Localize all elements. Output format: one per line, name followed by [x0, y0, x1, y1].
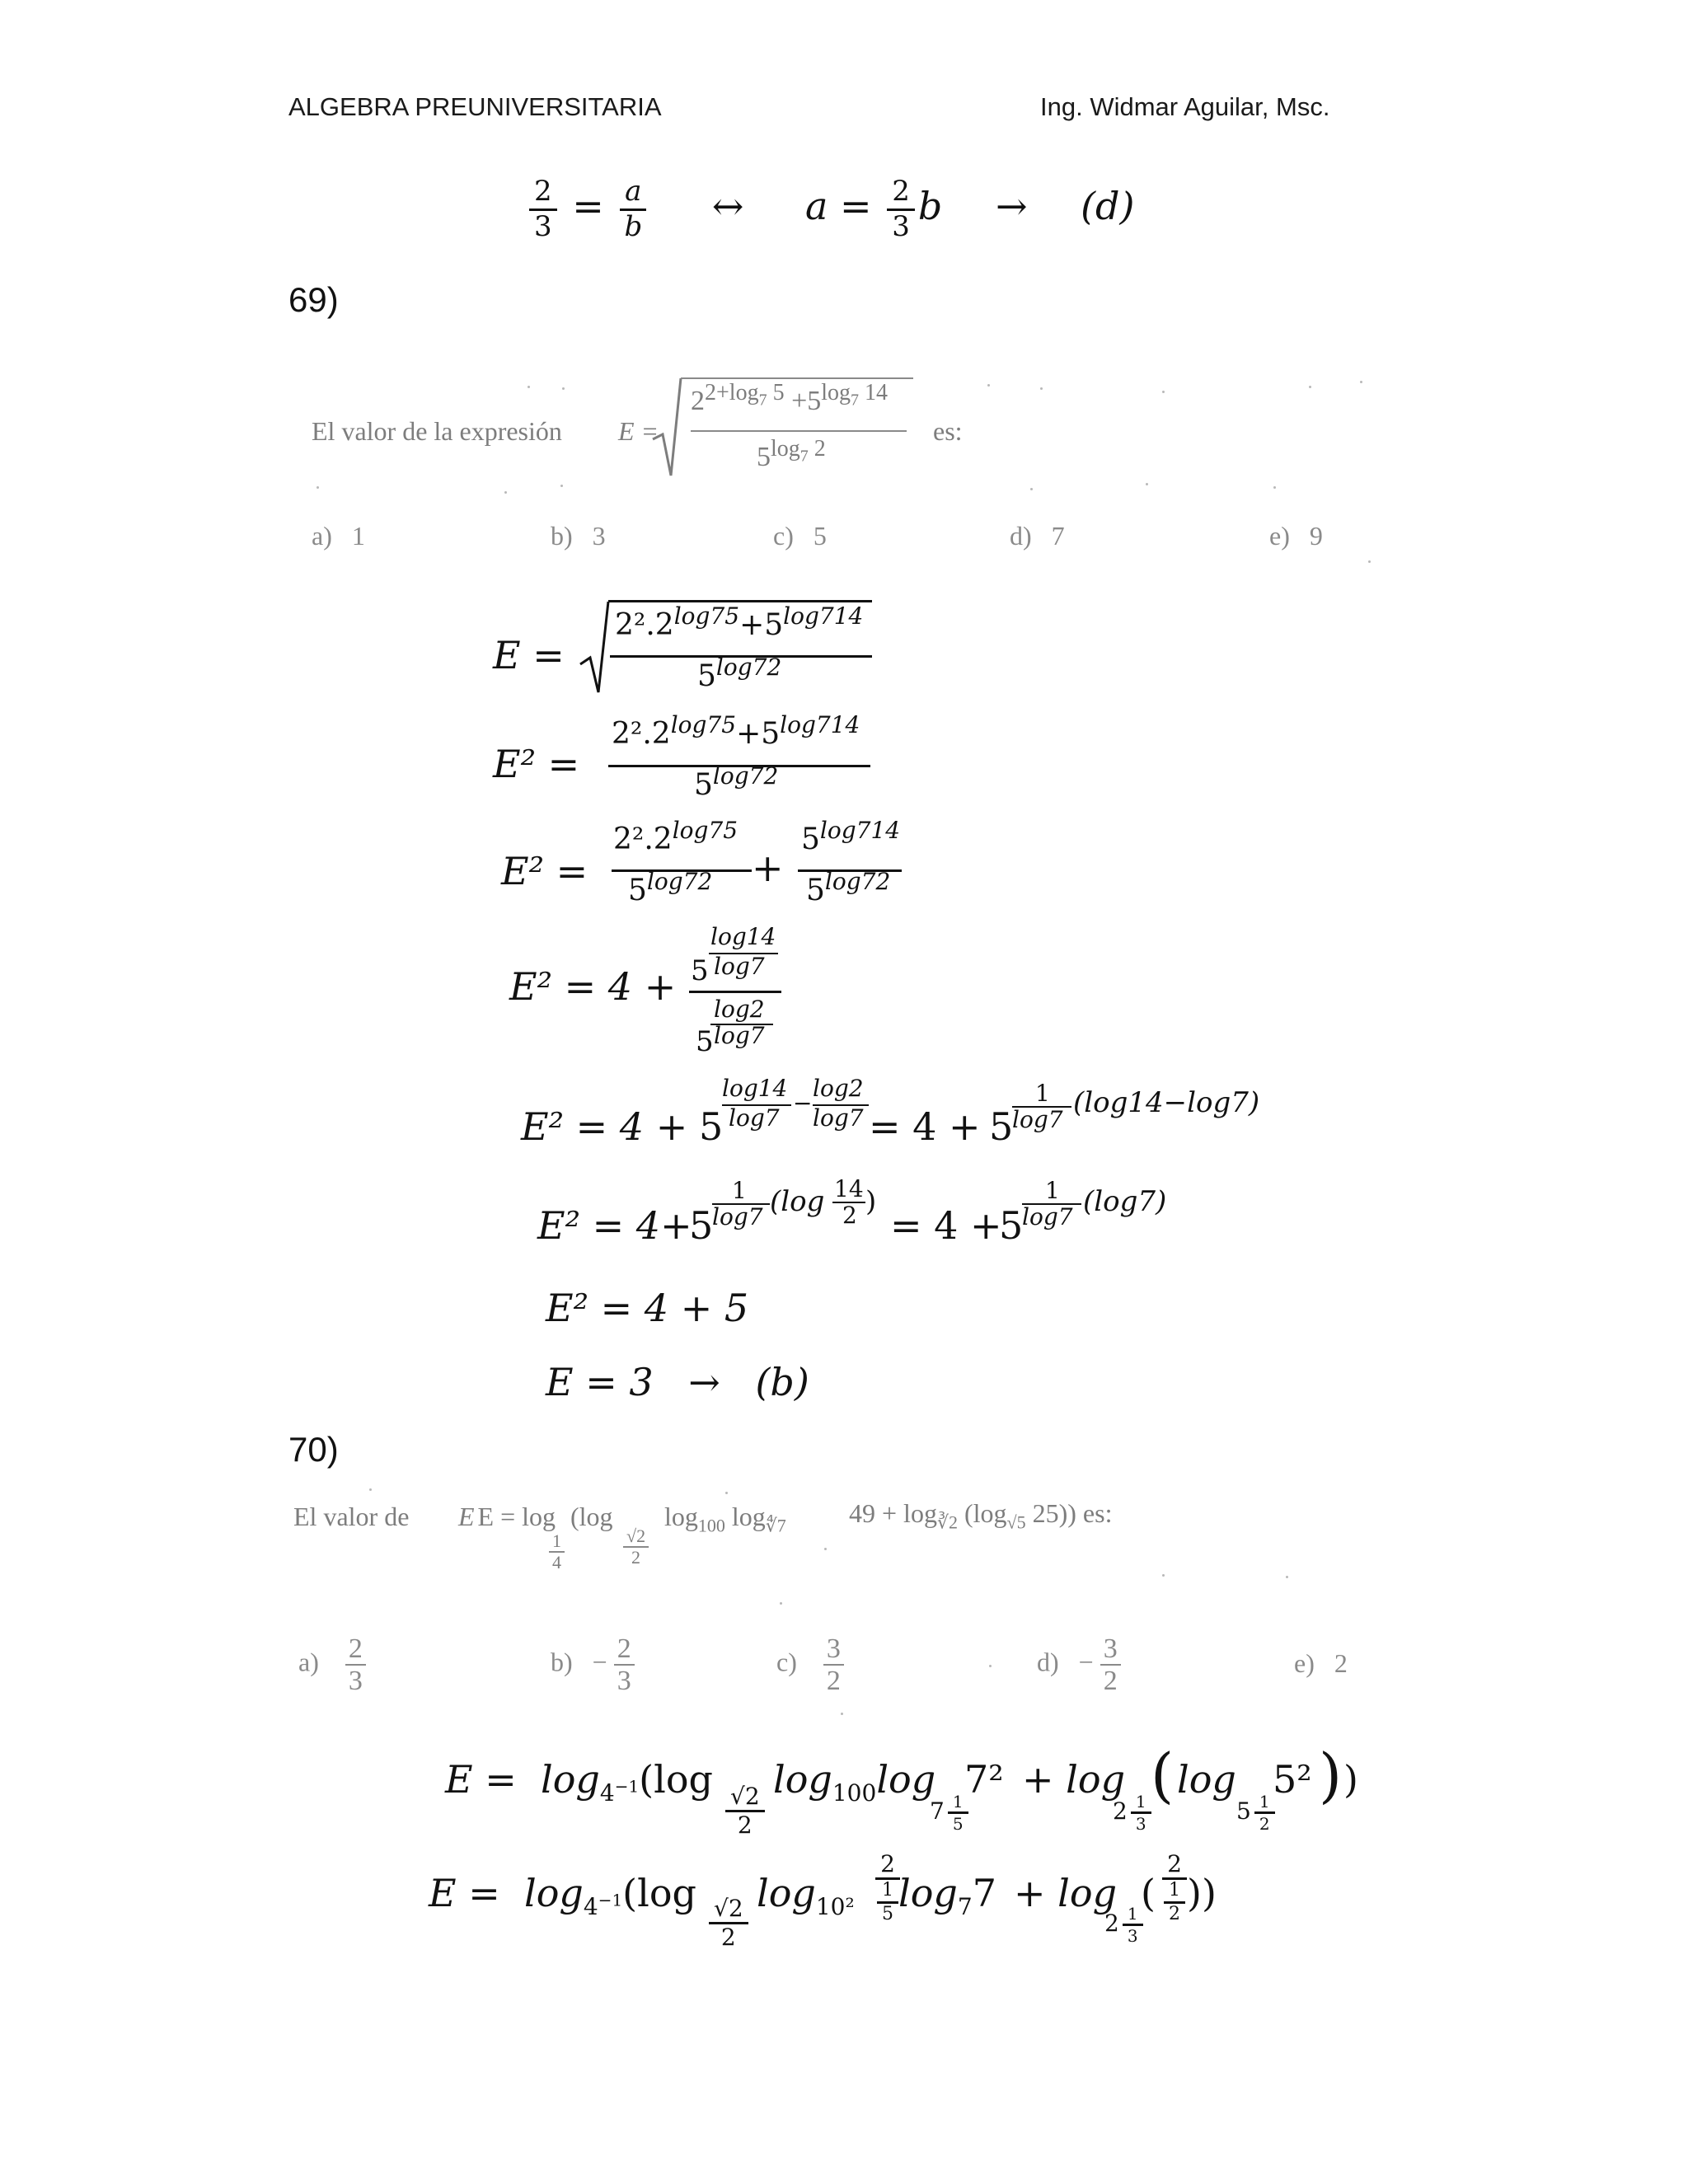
step69-5-eq: = 4 +	[869, 1104, 981, 1149]
problem-69-number: 69)	[288, 280, 339, 319]
step69-1-radical-sign	[579, 598, 612, 697]
step69-4-top-exp-den: log7	[714, 953, 765, 980]
step70-2-sqrt-frac: $\frac{√2}{2}$	[706, 1897, 752, 1949]
step69-8: E = 3 → (b)	[546, 1360, 809, 1404]
step69-5-e1-num: log14	[722, 1075, 788, 1102]
problem-70-st-r: $\frac{√2}{2}$	[623, 1526, 649, 1568]
problem-69-fraction-bar	[691, 430, 907, 432]
problem-70-option-c: c) $\frac{3}{2}$	[776, 1633, 844, 1697]
problem-69-numerator: $2^{2+log_7 5} +5^{log_7 14}$	[691, 379, 889, 416]
problem-69-option-d: d) 7	[1010, 521, 1065, 551]
step70-1-base2: 2 $\frac{1}{3}$	[1113, 1793, 1155, 1832]
step70-1-base5: 5 $\frac{1}{2}$	[1236, 1793, 1278, 1832]
step69-4-bot-base: 5	[696, 1025, 714, 1058]
step70-1-log5: log	[1177, 1757, 1236, 1802]
step69-5-tail: (log14−log7)	[1073, 1086, 1260, 1119]
step69-5-frac-num: 1	[1035, 1080, 1050, 1107]
problem-70-statement-expr: E E = log	[458, 1502, 556, 1531]
step69-3-plus: +	[752, 846, 784, 890]
step70-2-log10: $\log_{10^2}$	[757, 1871, 855, 1921]
step70-2-fraction: $\frac{2}{\frac{1}{5}}$	[865, 1853, 910, 1924]
step70-1-sqrt-frac: $\frac{√2}{2}$	[722, 1785, 768, 1837]
step70-2-log7: $\log_77$	[898, 1871, 996, 1921]
problem-69-denominator: $5^{log_7 2}$	[757, 435, 826, 472]
step69-6-close: )	[865, 1185, 877, 1218]
step70-2-plus: + log	[1014, 1871, 1118, 1915]
step70-1-lparen: (	[1151, 1741, 1175, 1810]
step69-2-lhs: E² =	[493, 742, 580, 786]
step69-5-base: 5	[699, 1104, 724, 1149]
step69-4-top-base: 5	[691, 954, 709, 987]
step69-5-e2-num: log2	[813, 1075, 864, 1102]
step69-1-denominator: $5^{log72}$	[697, 654, 782, 693]
problem-70-st-q: $\frac{1}{4}$	[549, 1531, 565, 1572]
top-equation: $\frac{2}{3}$ = $\frac{a}{b}$ ↔ a = $\frac{2}{3}$ b → (d)	[526, 177, 1134, 241]
problem-70-number: 70)	[288, 1430, 339, 1469]
step70-1-plus: + log	[1022, 1757, 1126, 1802]
step69-3-num2: $5^{log714}$	[801, 817, 901, 856]
step69-6-frac-num: 1	[732, 1177, 747, 1204]
step69-6-arg-num: 14	[834, 1175, 864, 1202]
step69-6-base: 5	[689, 1203, 714, 1248]
problem-70-option-e: e) 2	[1294, 1648, 1348, 1678]
step69-2-denominator: $5^{log72}$	[694, 762, 779, 802]
step69-4-top-exp-num: log14	[710, 923, 776, 950]
step69-3-lhs: E² =	[501, 849, 588, 893]
problem-70-st-log100: $\log_{100} \log_{∜7}$	[664, 1502, 786, 1536]
step69-5-minus: −	[793, 1090, 813, 1117]
problem-69-statement-E: E =	[618, 416, 659, 446]
step69-6-base2: 5	[999, 1203, 1024, 1248]
problem-69-option-e: e) 9	[1269, 521, 1323, 551]
step70-1-end: )	[1343, 1757, 1358, 1802]
step70-2-end: ))	[1187, 1871, 1217, 1915]
problem-69-option-b: b) 3	[551, 521, 606, 551]
step69-2-numerator: $2^2.2^{log75}+5^{log714}$	[612, 711, 860, 751]
step69-4-lhs: E² = 4 +	[509, 964, 677, 1009]
step70-1-72: 7²	[964, 1757, 1004, 1802]
step69-6-eq: = 4 +	[890, 1203, 1002, 1248]
problem-70-statement-prefix: El valor de	[293, 1502, 410, 1531]
problem-70-st-open: (log	[570, 1502, 613, 1531]
step69-5-frac-den: log7	[1012, 1106, 1063, 1133]
header-right: Ing. Widmar Aguilar, Msc.	[1040, 92, 1330, 121]
step69-6-tail: (log7)	[1083, 1185, 1167, 1218]
problem-70-option-d: d) − $\frac{3}{2}$	[1037, 1633, 1121, 1697]
header-left: ALGEBRA PREUNIVERSITARIA	[288, 92, 662, 121]
step69-4-bot-exp-num: log2	[714, 996, 765, 1023]
step70-2: $E = \log_{4^{-1}}(\log$	[429, 1871, 696, 1921]
step69-1-numerator: $2^2.2^{log75}+5^{log714}$	[615, 602, 864, 642]
step69-3-den1: $5^{log72}$	[628, 868, 713, 907]
step70-2-paren-frac: $\frac{2}{\frac{1}{2}}$	[1152, 1853, 1197, 1924]
step69-6-frac2-den: log7	[1022, 1203, 1073, 1230]
step69-1-lhs: E =	[493, 633, 565, 677]
step69-6-frac-den: log7	[712, 1203, 763, 1230]
step69-4-bot-exp-den: log7	[714, 1022, 765, 1049]
problem-70-option-a: a) $\frac{2}{3}$	[298, 1633, 366, 1697]
problem-69-option-c: c) 5	[773, 521, 827, 551]
problem-69-option-a: a) 1	[312, 521, 365, 551]
problem-69-radical-sign	[651, 375, 684, 482]
step70-1: $E = \log_{4^{-1}}(\log$	[445, 1757, 713, 1807]
step70-1-52: 5²	[1273, 1757, 1312, 1802]
step70-1-rparen: )	[1319, 1741, 1343, 1810]
problem-70-st-49: $49 + \log_{∛2} (\log_{√5}$ 25)) es:	[849, 1498, 1113, 1533]
step69-6-lhs: E² = 4+	[537, 1203, 692, 1248]
step69-6-open: (log	[770, 1185, 825, 1218]
step69-4-main-bar	[689, 991, 781, 993]
step69-5-e1-den: log7	[729, 1104, 780, 1132]
problem-70-option-b: b) − $\frac{2}{3}$	[551, 1633, 635, 1697]
step70-2-paren-open: (	[1141, 1871, 1156, 1915]
step69-3-den2: $5^{log72}$	[806, 868, 891, 907]
step69-6-arg-den: 2	[842, 1202, 857, 1229]
step69-5-lhs: E² = 4 +	[521, 1104, 688, 1149]
step69-5-e2-den: log7	[813, 1104, 864, 1132]
step69-7: E² = 4 + 5	[546, 1286, 749, 1330]
step69-3-num1: $2^2.2^{log75}$	[613, 817, 738, 856]
problem-69-statement-prefix: El valor de la expresión	[312, 416, 562, 446]
step70-1-base7: 7 $\frac{1}{5}$	[930, 1793, 972, 1832]
step70-2-base2: 2 $\frac{1}{3}$	[1104, 1905, 1146, 1944]
problem-69-statement-suffix: es:	[933, 416, 963, 446]
step69-6-frac2-num: 1	[1045, 1177, 1060, 1204]
step69-5-base2: 5	[989, 1104, 1014, 1149]
step70-1-log100: $\log_{100}\log$	[773, 1757, 936, 1807]
